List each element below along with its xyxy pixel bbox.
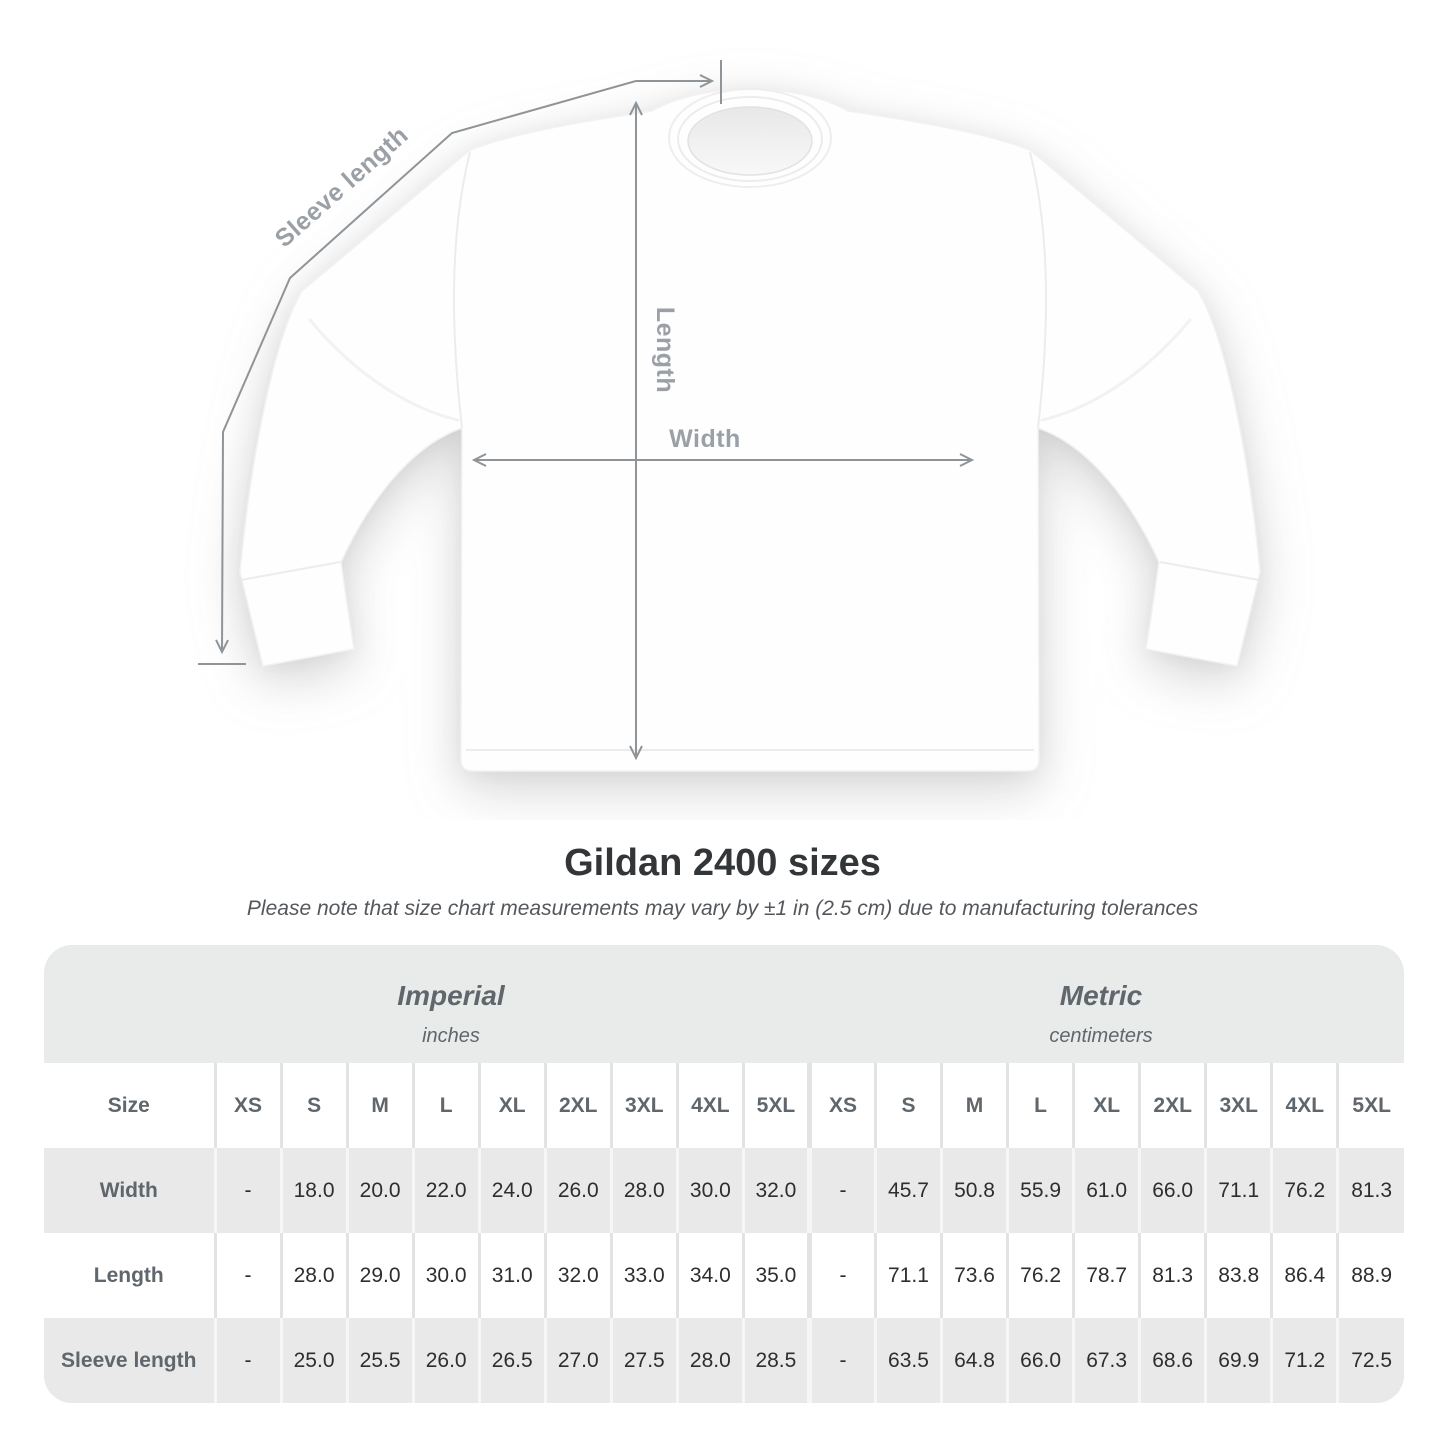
size-value-cell: 25.0	[281, 1318, 347, 1403]
size-value-cell: 25.5	[347, 1318, 413, 1403]
size-value-cell: -	[809, 1233, 875, 1318]
size-value-cell: 71.1	[875, 1233, 941, 1318]
row-label-cell: Width	[99, 1178, 158, 1202]
size-value-cell: 50.8	[942, 1148, 1008, 1233]
size-value-cell: 22.0	[413, 1148, 479, 1233]
size-value-cell: 27.0	[545, 1318, 611, 1403]
table-row	[44, 1318, 1404, 1403]
row-label-cell: Sleeve length	[61, 1348, 197, 1372]
shirt-graphic	[240, 89, 1260, 771]
size-value-cell: 26.5	[479, 1318, 545, 1403]
column-header-cell: S	[281, 1063, 347, 1148]
size-value-cell: 81.3	[1140, 1233, 1206, 1318]
imperial-group-name: Imperial	[397, 980, 505, 1011]
size-value-cell: -	[809, 1148, 875, 1233]
size-table	[44, 1063, 1404, 1403]
size-value-cell: 35.0	[743, 1233, 809, 1318]
column-header-cell: S	[875, 1063, 941, 1148]
size-value-cell: -	[809, 1318, 875, 1403]
size-value-cell: 31.0	[479, 1233, 545, 1318]
table-row	[44, 1233, 1404, 1318]
size-value-cell: 18.0	[281, 1148, 347, 1233]
size-value-cell: 69.9	[1206, 1318, 1272, 1403]
size-value-cell: 68.6	[1140, 1318, 1206, 1403]
size-value-cell: 29.0	[347, 1233, 413, 1318]
size-value-cell: 45.7	[875, 1148, 941, 1233]
neck-opening	[688, 107, 812, 175]
size-value-cell: 76.2	[1272, 1148, 1338, 1233]
column-header-cell: M	[942, 1063, 1008, 1148]
column-header-cell: 3XL	[611, 1063, 677, 1148]
size-value-cell: 20.0	[347, 1148, 413, 1233]
size-chart-note: Please note that size chart measurements may vary by ±1 in (2.5 cm) due to manufacturing tolerances	[246, 897, 1199, 920]
size-value-cell: 64.8	[942, 1318, 1008, 1403]
column-header-cell: XS	[215, 1063, 281, 1148]
size-value-cell: 63.5	[875, 1318, 941, 1403]
row-label-cell: Length	[93, 1263, 164, 1287]
imperial-group-header	[397, 979, 504, 1046]
size-value-cell: 28.0	[677, 1318, 743, 1403]
size-value-cell: 33.0	[611, 1233, 677, 1318]
size-chart-title: Gildan 2400 sizes	[564, 842, 881, 884]
size-value-cell: -	[215, 1148, 281, 1233]
size-value-cell: 27.5	[611, 1318, 677, 1403]
sleeve-length-label: Sleeve length	[269, 120, 414, 254]
size-value-cell: 81.3	[1338, 1148, 1404, 1233]
metric-group-header	[1049, 979, 1152, 1046]
size-value-cell: 32.0	[743, 1148, 809, 1233]
size-header-cell: Size	[107, 1093, 150, 1117]
shirt-body-path	[240, 89, 1260, 771]
column-header-cell: 2XL	[545, 1063, 611, 1148]
column-header-cell: XS	[809, 1063, 875, 1148]
size-value-cell: 72.5	[1338, 1318, 1404, 1403]
width-label: Width	[669, 425, 741, 453]
size-value-cell: 86.4	[1272, 1233, 1338, 1318]
size-value-cell: 30.0	[413, 1233, 479, 1318]
table-row	[44, 1148, 1404, 1233]
column-header-cell: L	[413, 1063, 479, 1148]
size-value-cell: 83.8	[1206, 1233, 1272, 1318]
size-value-cell: 73.6	[942, 1233, 1008, 1318]
metric-group-name: Metric	[1059, 980, 1143, 1011]
size-value-cell: 24.0	[479, 1148, 545, 1233]
size-value-cell: 55.9	[1008, 1148, 1074, 1233]
size-value-cell: 28.0	[611, 1148, 677, 1233]
size-value-cell: 26.0	[413, 1318, 479, 1403]
column-header-cell: XL	[479, 1063, 545, 1148]
size-value-cell: -	[215, 1318, 281, 1403]
size-table-card	[44, 945, 1404, 1403]
size-value-cell: 30.0	[677, 1148, 743, 1233]
size-value-cell: 32.0	[545, 1233, 611, 1318]
size-value-cell: 71.2	[1272, 1318, 1338, 1403]
table-header-row	[44, 1063, 1404, 1148]
length-label: Length	[651, 306, 679, 394]
imperial-group-unit: inches	[422, 1025, 480, 1047]
size-value-cell: 28.0	[281, 1233, 347, 1318]
size-value-cell: 71.1	[1206, 1148, 1272, 1233]
column-header-cell: 2XL	[1140, 1063, 1206, 1148]
size-value-cell: 66.0	[1140, 1148, 1206, 1233]
column-header-cell: 4XL	[1272, 1063, 1338, 1148]
size-value-cell: 78.7	[1074, 1233, 1140, 1318]
size-value-cell: 66.0	[1008, 1318, 1074, 1403]
column-header-cell: 4XL	[677, 1063, 743, 1148]
column-header-cell: XL	[1074, 1063, 1140, 1148]
column-header-cell: L	[1008, 1063, 1074, 1148]
size-value-cell: 76.2	[1008, 1233, 1074, 1318]
size-value-cell: 88.9	[1338, 1233, 1404, 1318]
size-value-cell: 34.0	[677, 1233, 743, 1318]
column-header-cell: 5XL	[743, 1063, 809, 1148]
size-value-cell: -	[215, 1233, 281, 1318]
column-header-cell: 5XL	[1338, 1063, 1404, 1148]
size-value-cell: 28.5	[743, 1318, 809, 1403]
metric-group-unit: centimeters	[1049, 1025, 1153, 1047]
size-value-cell: 61.0	[1074, 1148, 1140, 1233]
column-header-cell: M	[347, 1063, 413, 1148]
size-value-cell: 26.0	[545, 1148, 611, 1233]
size-value-cell: 67.3	[1074, 1318, 1140, 1403]
column-header-cell: 3XL	[1206, 1063, 1272, 1148]
